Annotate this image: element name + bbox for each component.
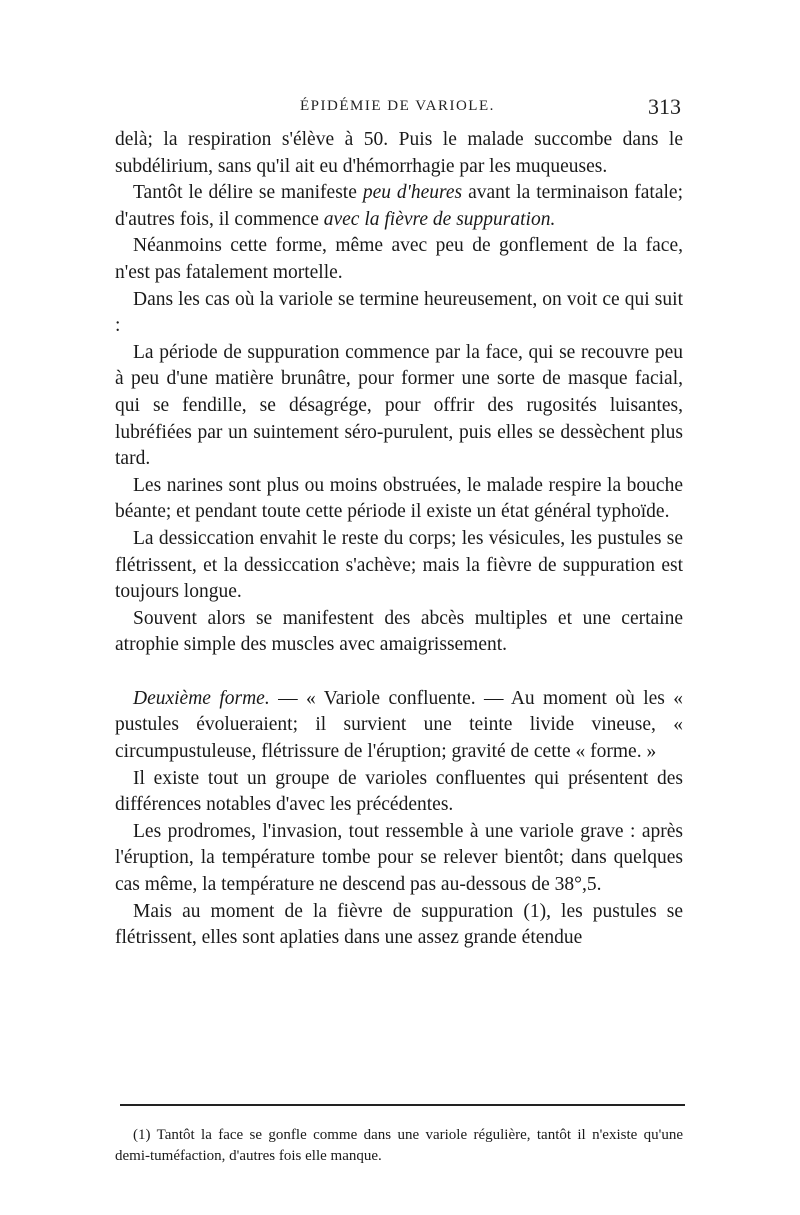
italic-text: peu d'heures: [362, 182, 463, 204]
section-heading-paragraph: [115, 686, 683, 766]
paragraph-text: Tantôt le délire se manifeste: [133, 182, 363, 204]
footnote-divider: [120, 1104, 685, 1106]
paragraph: Dans les cas où la variole se termine heureusement, on voit ce qui suit :: [115, 288, 683, 337]
paragraph: Souvent alors se manifestent des abcès multiples et une certaine atrophie simple des muscles avec amaigrissement.: [115, 607, 683, 656]
running-title: ÉPIDÉMIE DE VARIOLE.: [300, 98, 495, 114]
paragraph-text: avant la terminaison fatale; d'autres fois, il commence: [115, 182, 683, 230]
paragraph-text: — « Variole confluente. — Au moment où les « pustules évolueraient; il survient une teinte livide vineuse, « circumpustuleuse, flétrissure de l'éruption; gravité de cette « forme. »: [115, 687, 684, 763]
paragraph: Les prodromes, l'invasion, tout ressemble à une variole grave : après l'éruption, la température tombe pour se relever bientôt; dans quelques cas même, la température ne descend pas au-dessous de 38°,5.: [115, 820, 683, 896]
paragraph: Néanmoins cette forme, même avec peu de gonflement de la face, n'est pas fatalement mortelle.: [115, 235, 683, 283]
paragraph: Il existe tout un groupe de varioles confluentes qui présentent des différences notables d'avec les précédentes.: [115, 767, 683, 816]
page-header: [115, 94, 685, 124]
paragraph: Mais au moment de la fièvre de suppuration (1), les pustules se flétrissent, elles sont aplaties dans une assez grande étendue: [115, 900, 683, 949]
paragraph: delà; la respiration s'élève à 50. Puis le malade succombe dans le subdélirium, sans qu'il ait eu d'hémorrhagie par les muqueuses.: [115, 129, 683, 177]
section-heading: Deuxième forme.: [133, 687, 270, 709]
paragraph: La dessiccation envahit le reste du corps; les vésicules, les pustules se flétrissent, et la dessiccation s'achève; mais la fièvre de suppuration est toujours longue.: [115, 527, 683, 603]
paragraph: [115, 180, 683, 233]
page-number: 313: [648, 94, 681, 119]
paragraph: La période de suppuration commence par la face, qui se recouvre peu à peu d'une matière brunâtre, pour former une sorte de masque facial, qui se fendille, se désagrége, pour offrir des rugosités luisantes, lubréfiées par un suintement séro-purulent, puis elles se dessèchent plus tard.: [115, 341, 683, 470]
paragraph: Les narines sont plus ou moins obstruées, le malade respire la bouche béante; et pendant toute cette période il existe un état général typhoïde.: [115, 474, 683, 523]
body-text: [115, 127, 683, 952]
italic-text: avec la fièvre de suppuration.: [323, 208, 556, 230]
footnote: (1) Tantôt la face se gonfle comme dans une variole régulière, tantôt il n'existe qu'une demi-tuméfaction, d'autres fois elle manque.: [115, 1127, 683, 1164]
